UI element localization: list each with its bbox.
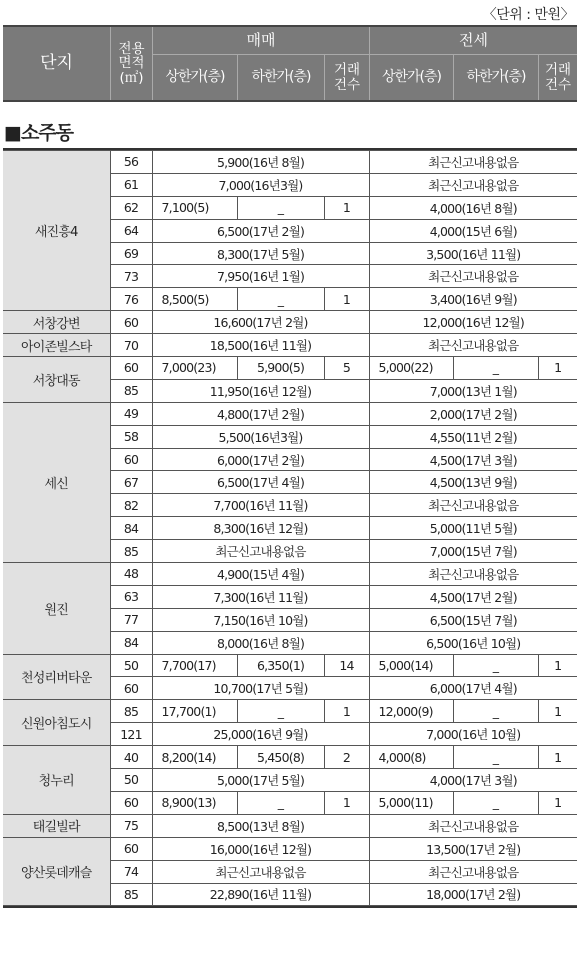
area-cell: 85: [110, 700, 152, 723]
sale-merged-cell: 6,500(17년 4월): [152, 471, 369, 494]
complex-name-cell: 신원아침도시: [3, 700, 110, 746]
area-cell: 69: [110, 242, 152, 265]
jeonse-lower-cell: _: [453, 654, 538, 677]
jeonse-count-cell: 1: [538, 700, 577, 723]
area-cell: 74: [110, 860, 152, 883]
jeonse-merged-cell: 최근신고내용없음: [369, 814, 577, 837]
sale-merged-cell: 18,500(16년 11월): [152, 334, 369, 357]
jeonse-count-cell: 1: [538, 791, 577, 814]
header-sale-lower: 하한가(층): [251, 69, 311, 86]
sale-upper-cell: 7,700(17): [152, 654, 237, 677]
area-cell: 73: [110, 265, 152, 288]
complex-name-cell: 세신: [3, 402, 110, 562]
jeonse-merged-cell: 4,500(17년 3월): [369, 448, 577, 471]
jeonse-merged-cell: 2,000(17년 2월): [369, 402, 577, 425]
area-cell: 77: [110, 608, 152, 631]
sale-merged-cell: 최근신고내용없음: [152, 860, 369, 883]
jeonse-merged-cell: 4,500(13년 9월): [369, 471, 577, 494]
table-row: [3, 357, 577, 380]
jeonse-merged-cell: 13,500(17년 2월): [369, 837, 577, 860]
jeonse-merged-cell: 12,000(16년 12월): [369, 311, 577, 334]
table-row: [3, 814, 577, 837]
table-row: [3, 654, 577, 677]
complex-name-cell: 아이존빌스타: [3, 334, 110, 357]
jeonse-merged-cell: 최근신고내용없음: [369, 860, 577, 883]
area-cell: 60: [110, 791, 152, 814]
sale-merged-cell: 22,890(16년 11월): [152, 883, 369, 906]
complex-name-cell: 서창강변: [3, 311, 110, 334]
jeonse-count-cell: 1: [538, 654, 577, 677]
area-cell: 50: [110, 654, 152, 677]
jeonse-merged-cell: 3,400(16년 9월): [369, 288, 577, 311]
jeonse-merged-cell: 6,000(17년 4월): [369, 677, 577, 700]
area-cell: 85: [110, 379, 152, 402]
jeonse-lower-cell: _: [453, 357, 538, 380]
area-cell: 56: [110, 151, 152, 174]
jeonse-lower-cell: _: [453, 700, 538, 723]
sale-merged-cell: 7,950(16년 1월): [152, 265, 369, 288]
area-cell: 49: [110, 402, 152, 425]
table-header: [3, 25, 577, 102]
complex-name-cell: 양산롯데캐슬: [3, 837, 110, 906]
table-row: [3, 563, 577, 586]
jeonse-count-cell: 1: [538, 746, 577, 769]
area-cell: 61: [110, 173, 152, 196]
unit-label: 〈단위 : 만원〉: [482, 7, 574, 23]
jeonse-merged-cell: 3,500(16년 11월): [369, 242, 577, 265]
jeonse-merged-cell: 4,550(11년 2월): [369, 425, 577, 448]
jeonse-merged-cell: 4,000(15년 6월): [369, 219, 577, 242]
sale-merged-cell: 최근신고내용없음: [152, 540, 369, 563]
area-cell: 85: [110, 883, 152, 906]
sale-merged-cell: 5,900(16년 8월): [152, 151, 369, 174]
area-cell: 121: [110, 723, 152, 746]
jeonse-lower-cell: _: [453, 791, 538, 814]
area-cell: 84: [110, 517, 152, 540]
jeonse-upper-cell: 12,000(9): [369, 700, 453, 723]
header-sale: 매매: [246, 30, 276, 49]
area-cell: 64: [110, 219, 152, 242]
area-cell: 58: [110, 425, 152, 448]
table-row: [3, 334, 577, 357]
jeonse-merged-cell: 최근신고내용없음: [369, 265, 577, 288]
sale-merged-cell: 10,700(17년 5월): [152, 677, 369, 700]
sale-merged-cell: 8,300(17년 5월): [152, 242, 369, 265]
jeonse-merged-cell: 4,000(17년 3월): [369, 769, 577, 792]
jeonse-upper-cell: 4,000(8): [369, 746, 453, 769]
jeonse-merged-cell: 5,000(11년 5월): [369, 517, 577, 540]
jeonse-merged-cell: 7,000(16년 10월): [369, 723, 577, 746]
sale-lower-cell: 5,900(5): [237, 357, 324, 380]
area-cell: 63: [110, 585, 152, 608]
sale-lower-cell: 5,450(8): [237, 746, 324, 769]
header-sale-count: 거래 건수: [333, 62, 361, 93]
jeonse-merged-cell: 6,500(15년 7월): [369, 608, 577, 631]
jeonse-upper-cell: 5,000(11): [369, 791, 453, 814]
complex-name-cell: 서창대동: [3, 357, 110, 403]
table-row: [3, 151, 577, 174]
area-cell: 60: [110, 357, 152, 380]
complex-name-cell: 새진흥4: [3, 151, 110, 311]
header-sale-upper: 상한가(층): [165, 69, 225, 86]
sale-merged-cell: 7,700(16년 11월): [152, 494, 369, 517]
sale-count-cell: 1: [324, 700, 369, 723]
sale-upper-cell: 8,900(13): [152, 791, 237, 814]
area-cell: 60: [110, 448, 152, 471]
jeonse-merged-cell: 최근신고내용없음: [369, 151, 577, 174]
section-title: ■소주동: [4, 122, 74, 144]
sale-upper-cell: 17,700(1): [152, 700, 237, 723]
sale-upper-cell: 7,000(23): [152, 357, 237, 380]
sale-lower-cell: _: [237, 791, 324, 814]
jeonse-merged-cell: 4,500(17년 2월): [369, 585, 577, 608]
sale-merged-cell: 16,000(16년 12월): [152, 837, 369, 860]
sale-count-cell: 5: [324, 357, 369, 380]
price-table: [3, 148, 577, 908]
sale-count-cell: 2: [324, 746, 369, 769]
header-jeonse-count: 거래 건수: [544, 62, 572, 93]
jeonse-upper-cell: 5,000(22): [369, 357, 453, 380]
sale-merged-cell: 5,500(16년3월): [152, 425, 369, 448]
complex-name-cell: 태길빌라: [3, 814, 110, 837]
sale-count-cell: 1: [324, 288, 369, 311]
jeonse-lower-cell: _: [453, 746, 538, 769]
sale-merged-cell: 4,800(17년 2월): [152, 402, 369, 425]
sale-merged-cell: 5,000(17년 5월): [152, 769, 369, 792]
header-complex: 단지: [40, 52, 73, 73]
area-cell: 40: [110, 746, 152, 769]
sale-merged-cell: 4,900(15년 4월): [152, 563, 369, 586]
jeonse-merged-cell: 최근신고내용없음: [369, 334, 577, 357]
jeonse-merged-cell: 6,500(16년 10월): [369, 631, 577, 654]
sale-merged-cell: 7,300(16년 11월): [152, 585, 369, 608]
jeonse-merged-cell: 7,000(15년 7월): [369, 540, 577, 563]
area-cell: 60: [110, 677, 152, 700]
area-cell: 70: [110, 334, 152, 357]
sale-merged-cell: 8,500(13년 8월): [152, 814, 369, 837]
area-cell: 48: [110, 563, 152, 586]
sale-count-cell: 1: [324, 791, 369, 814]
sale-lower-cell: 6,350(1): [237, 654, 324, 677]
sale-merged-cell: 6,500(17년 2월): [152, 219, 369, 242]
header-jeonse-upper: 상한가(층): [381, 69, 442, 86]
sale-merged-cell: 8,300(16년 12월): [152, 517, 369, 540]
complex-name-cell: 원진: [3, 563, 110, 655]
table-row: [3, 311, 577, 334]
sale-lower-cell: _: [237, 196, 324, 219]
area-cell: 60: [110, 837, 152, 860]
sale-upper-cell: 7,100(5): [152, 196, 237, 219]
jeonse-merged-cell: 최근신고내용없음: [369, 563, 577, 586]
sale-merged-cell: 16,600(17년 2월): [152, 311, 369, 334]
complex-name-cell: 청누리: [3, 746, 110, 815]
sale-merged-cell: 6,000(17년 2월): [152, 448, 369, 471]
jeonse-merged-cell: 최근신고내용없음: [369, 494, 577, 517]
complex-name-cell: 천성리버타운: [3, 654, 110, 700]
sale-upper-cell: 8,200(14): [152, 746, 237, 769]
area-cell: 82: [110, 494, 152, 517]
area-cell: 85: [110, 540, 152, 563]
header-jeonse: 전세: [459, 30, 488, 49]
sale-count-cell: 1: [324, 196, 369, 219]
sale-lower-cell: _: [237, 700, 324, 723]
area-cell: 75: [110, 814, 152, 837]
jeonse-upper-cell: 5,000(14): [369, 654, 453, 677]
table-row: [3, 746, 577, 769]
area-cell: 50: [110, 769, 152, 792]
table-row: [3, 837, 577, 860]
jeonse-merged-cell: 18,000(17년 2월): [369, 883, 577, 906]
sale-count-cell: 14: [324, 654, 369, 677]
table-row: [3, 700, 577, 723]
sale-lower-cell: _: [237, 288, 324, 311]
header-jeonse-lower: 하한가(층): [466, 69, 526, 86]
jeonse-merged-cell: 7,000(13년 1월): [369, 379, 577, 402]
header-area: 전용 면적 (㎡): [118, 41, 145, 86]
jeonse-merged-cell: 4,000(16년 8월): [369, 196, 577, 219]
table-row: [3, 402, 577, 425]
sale-merged-cell: 7,150(16년 10월): [152, 608, 369, 631]
sale-merged-cell: 11,950(16년 12월): [152, 379, 369, 402]
sale-upper-cell: 8,500(5): [152, 288, 237, 311]
area-cell: 60: [110, 311, 152, 334]
sale-merged-cell: 25,000(16년 9월): [152, 723, 369, 746]
sale-merged-cell: 7,000(16년3월): [152, 173, 369, 196]
jeonse-count-cell: 1: [538, 357, 577, 380]
area-cell: 62: [110, 196, 152, 219]
sale-merged-cell: 8,000(16년 8월): [152, 631, 369, 654]
area-cell: 76: [110, 288, 152, 311]
jeonse-merged-cell: 최근신고내용없음: [369, 173, 577, 196]
area-cell: 84: [110, 631, 152, 654]
area-cell: 67: [110, 471, 152, 494]
